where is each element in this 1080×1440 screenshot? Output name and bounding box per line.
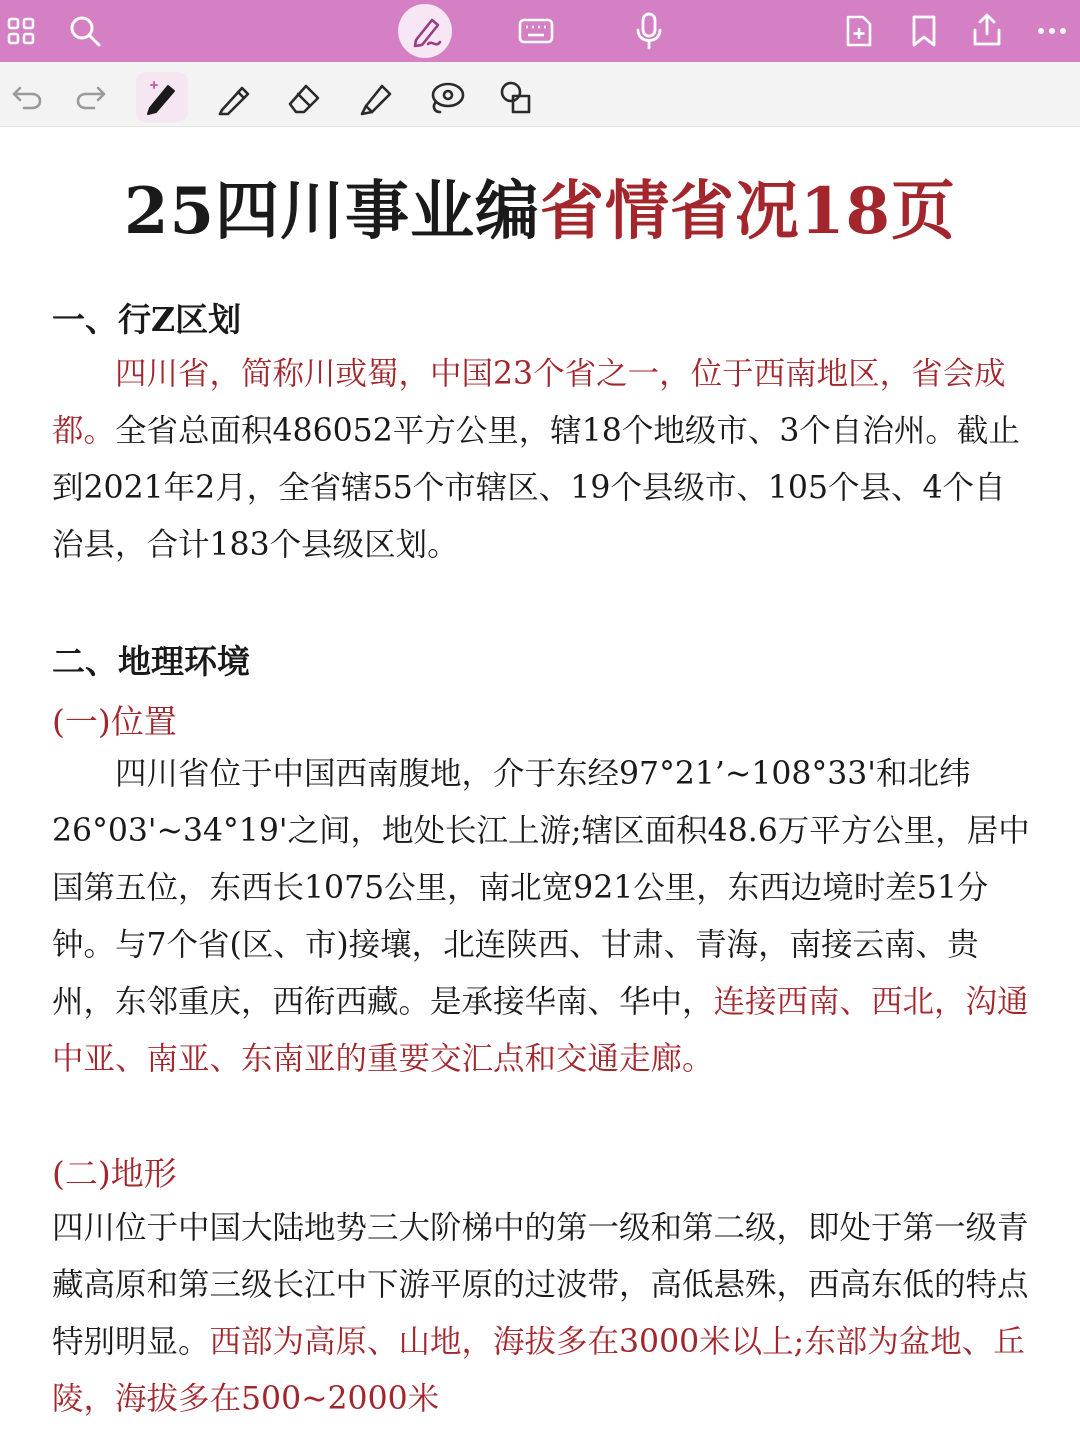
- subsection-location-heading: (一)位置: [52, 702, 177, 741]
- pencil-icon[interactable]: [216, 80, 252, 116]
- search-icon[interactable]: [68, 14, 102, 48]
- top-toolbar: [0, 0, 1080, 62]
- shapes-icon[interactable]: [498, 80, 536, 116]
- handwriting-pen-icon: [408, 14, 444, 50]
- pen-tool-icon[interactable]: [144, 78, 180, 116]
- highlighter-icon[interactable]: [358, 80, 394, 116]
- microphone-icon[interactable]: [634, 12, 664, 50]
- bookmark-icon[interactable]: [910, 14, 938, 48]
- eraser-icon[interactable]: [286, 80, 322, 116]
- location-black-text: 四川省位于中国西南腹地，介于东经97°21’~108°33'和北纬26°03'~34°19'之间，地处长江上游;辖区面积48.6万平方公里，居中国第五位，东西长1075公里，南北宽921公里，东西边境时差51分钟。与7个省(区、市)接壤，北连陕西、甘肃、青海，南接云南、贵州，东邻重庆，西衔西藏。是承接华南、华中，: [52, 756, 1030, 1020]
- section-1-heading: 一、行Z区划: [52, 300, 242, 339]
- section-1-black-text: 全省总面积486052平方公里，辖18个地级市、3个自治州。截止到2021年2月，全省辖55个市辖区、19个县级市、105个县、4个自治县，合计183个县级区划。: [52, 413, 1020, 563]
- grid-icon[interactable]: [6, 16, 36, 46]
- share-icon[interactable]: [970, 12, 1004, 48]
- location-red-text: 连接西南、西北，沟通中亚、南亚、东南亚的重要交汇点和交通走廊。: [52, 984, 1029, 1077]
- lasso-icon[interactable]: [428, 80, 466, 116]
- terrain-black-text: 四川位于中国大陆地势三大阶梯中的第一级和第二级，即处于第一级青藏高原和第三级长江中下游平原的过波带，高低悬殊，西高东低的特点特别明显。: [52, 1210, 1029, 1360]
- terrain-paragraph: [52, 1200, 1032, 1428]
- terrain-red-text: 西部为高原、山地，海拔多在3000米以上;东部为盆地、丘陵，海拔多在500~2000米: [52, 1324, 1025, 1417]
- redo-icon[interactable]: [74, 82, 108, 112]
- subsection-terrain-heading: (二)地形: [52, 1154, 177, 1193]
- more-icon[interactable]: [1036, 26, 1068, 36]
- location-paragraph: [52, 746, 1032, 1088]
- page-title: [0, 160, 1080, 252]
- undo-icon[interactable]: [10, 82, 44, 112]
- add-page-icon[interactable]: [844, 14, 874, 48]
- title-red: 省情省况18页: [540, 174, 957, 249]
- section-1-red-text: 四川省，简称川或蜀，中国23个省之一，位于西南地区，省会成都。: [52, 356, 1006, 449]
- section-2-heading: 二、地理环境: [52, 642, 250, 681]
- keyboard-icon[interactable]: [518, 16, 554, 46]
- section-1-paragraph: [52, 346, 1032, 574]
- title-black: 25四川事业编: [123, 174, 540, 249]
